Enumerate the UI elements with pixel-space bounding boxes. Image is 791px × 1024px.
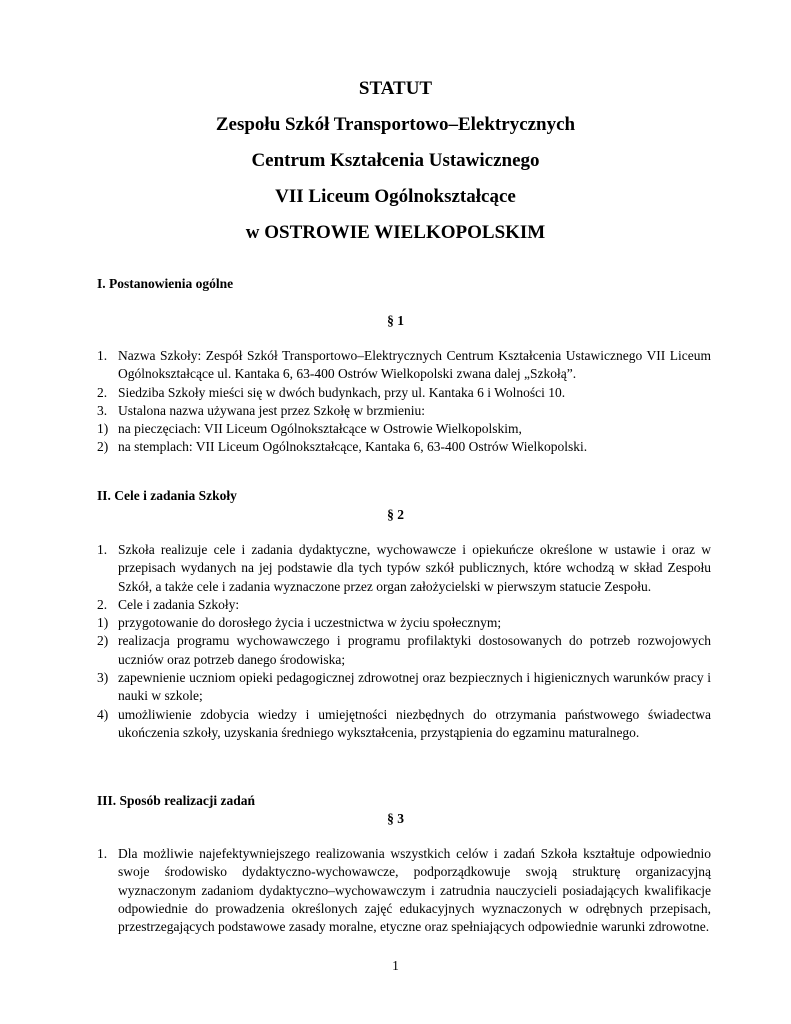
item-number: 1. bbox=[97, 846, 108, 861]
item-number: 1) bbox=[97, 615, 109, 631]
list-item bbox=[97, 347, 711, 384]
section-2-paragraph-mark: § 2 bbox=[387, 507, 404, 522]
title-line-5: w OSTROWIE WIELKOPOLSKIM bbox=[245, 222, 546, 243]
list-item bbox=[97, 420, 711, 438]
title-line-1: STATUT bbox=[358, 78, 433, 99]
page-number: 1 bbox=[392, 958, 399, 973]
section-3-list bbox=[97, 845, 711, 936]
section-2-heading: II. Cele i zadania Szkoły bbox=[97, 488, 237, 503]
section-1-paragraph-mark: § 1 bbox=[387, 313, 404, 328]
item-text: realizacja programu wychowawczego i programu profilaktyki dostosowanych do potrzeb rozwojowych uczniów oraz potrzeb danego środowiska; bbox=[118, 633, 711, 667]
list-item bbox=[97, 632, 711, 669]
item-number: 1. bbox=[97, 542, 108, 557]
item-number: 1. bbox=[97, 348, 108, 363]
item-number: 4) bbox=[97, 706, 109, 722]
item-text: na stemplach: VII Liceum Ogólnokształcące, Kantaka 6, 63-400 Ostrów Wielkopolski. bbox=[118, 439, 588, 455]
list-item bbox=[97, 384, 711, 402]
list-item bbox=[97, 706, 711, 743]
item-text: Siedziba Szkoły mieści się w dwóch budynkach, przy ul. Kantaka 6 i Wolności 10. bbox=[118, 384, 566, 400]
list-item bbox=[97, 845, 711, 936]
item-number: 3) bbox=[97, 670, 109, 686]
list-item bbox=[97, 669, 711, 706]
item-number: 2. bbox=[97, 596, 108, 612]
item-text: Ustalona nazwa używana jest przez Szkołę w brzmieniu: bbox=[118, 402, 426, 418]
section-3-heading: III. Sposób realizacji zadań bbox=[97, 793, 256, 808]
item-text: Dla możliwie najefektywniejszego realizowania wszystkich celów i zadań Szkoła kształtuje odpowiednio swoje środowisko dydaktyczno-wychowawcze, podporządkowuje swoją strukturę organizacyjną wyznaczonym zadaniom dydaktyczno–wychowawczym i zatrudnia nauczycieli posiadających kwalifikacje odpowiednie do prowadzenia określonych zajęć edukacyjnych wyznaczonych w odrębnych przepisach, przestrzegających podstawowe zasady moralne, etyczne oraz spełniających odpowiednie warunki zdrowotne. bbox=[118, 846, 711, 935]
item-text: umożliwienie zdobycia wiedzy i umiejętności niezbędnych do otrzymania państwowego świadectwa ukończenia szkoły, uzyskania średniego wykształcenia, przystąpienia do egzaminu maturalnego. bbox=[118, 706, 711, 740]
section-1-list bbox=[97, 347, 711, 457]
list-item bbox=[97, 541, 711, 596]
section-1-heading: I. Postanowienia ogólne bbox=[97, 276, 234, 291]
section-3-paragraph-mark: § 3 bbox=[387, 811, 404, 826]
list-item bbox=[97, 596, 711, 614]
list-item bbox=[97, 402, 711, 420]
document-title bbox=[0, 76, 791, 256]
item-text: Cele i zadania Szkoły: bbox=[118, 596, 240, 612]
item-text: Szkoła realizuje cele i zadania dydaktyczne, wychowawcze i opiekuńcze określone w ustawie i oraz w przepisach wydanych na jej podstawie dla tych typów szkół publicznych, które wchodzą w skład Zespołu Szkół, a także cele i zadania wyznaczone przez organ założycielski w pierwszym statucie Zespołu. bbox=[118, 542, 711, 594]
title-line-2: Zespołu Szkół Transportowo–Elektrycznych bbox=[215, 114, 576, 135]
title-line-4: VII Liceum Ogólnokształcące bbox=[275, 186, 516, 207]
title-line-3: Centrum Kształcenia Ustawicznego bbox=[251, 150, 540, 171]
item-number: 2) bbox=[97, 633, 109, 649]
item-number: 2) bbox=[97, 439, 109, 455]
item-text: zapewnienie uczniom opieki pedagogicznej zdrowotnej oraz bezpiecznych i higienicznych warunków pracy i nauki w szkole; bbox=[118, 670, 711, 704]
item-number: 1) bbox=[97, 421, 109, 437]
list-item bbox=[97, 614, 711, 632]
item-text: przygotowanie do dorosłego życia i uczestnictwa w życiu społecznym; bbox=[118, 615, 502, 631]
list-item bbox=[97, 438, 711, 456]
item-text: na pieczęciach: VII Liceum Ogólnokształcące w Ostrowie Wielkopolskim, bbox=[118, 421, 522, 437]
item-text: Nazwa Szkoły: Zespół Szkół Transportowo–Elektrycznych Centrum Kształcenia Ustawicznego VII Liceum Ogólnokształcące ul. Kantaka 6, 63-400 Ostrów Wielkopolski zwana dalej „Szkołą”. bbox=[118, 348, 711, 382]
item-number: 3. bbox=[97, 402, 108, 418]
item-number: 2. bbox=[97, 384, 108, 400]
section-2-list bbox=[97, 541, 711, 742]
